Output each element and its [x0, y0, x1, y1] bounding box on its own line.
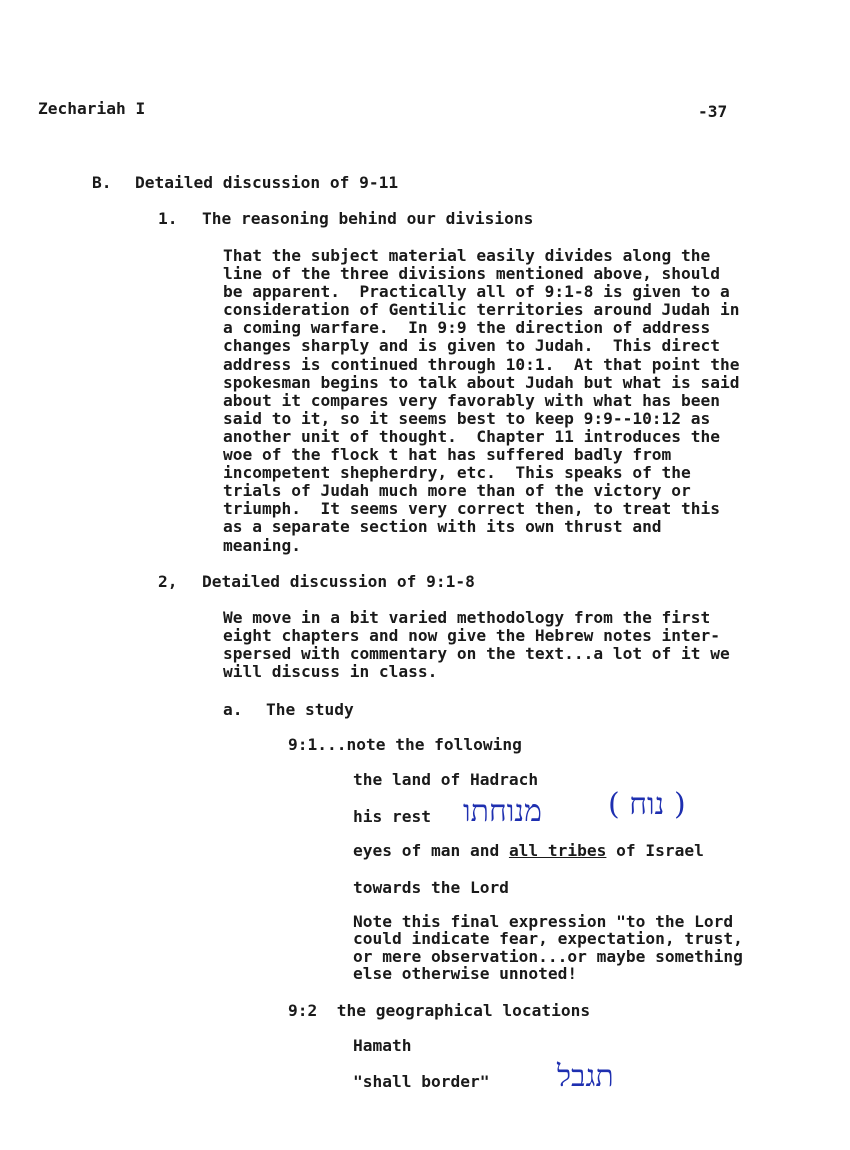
eyes-text-post: of Israel: [606, 841, 704, 860]
item-2-title: Detailed discussion of 9:1-8: [202, 572, 475, 591]
item-1-marker: 1.: [158, 209, 178, 228]
hebrew-handwritten-border: תגבל: [557, 1059, 614, 1094]
verse-9-1-line-hadrach: the land of Hadrach: [353, 770, 539, 789]
verse-9-2-line-hamath: Hamath: [353, 1036, 412, 1055]
item-2-paragraph: We move in a bit varied methodology from the first eight chapters and now give the Hebrew notes inter- spersed with commentary on the text...a lot of it we will discuss in class.: [223, 608, 730, 682]
verse-9-1-line-lord: towards the Lord: [353, 878, 509, 897]
section-b-marker: B.: [92, 173, 112, 192]
hebrew-handwritten-note: מנוחתו: [463, 794, 542, 829]
sub-a-marker: a.: [223, 700, 243, 719]
verse-9-1-line-rest: his rest: [353, 807, 431, 826]
eyes-text-underlined: all tribes: [508, 841, 607, 860]
sub-a-title: The study: [266, 700, 354, 719]
verse-9-1-note: Note this final expression "to the Lord could indicate fear, expectation, trust, or mere observation...or maybe something else otherwise unnoted!: [353, 912, 743, 984]
verse-9-1-heading: 9:1...note the following: [288, 735, 522, 754]
hebrew-handwritten-root: ( נוח ): [608, 787, 686, 822]
verse-9-2-heading: 9:2 the geographical locations: [288, 1001, 591, 1020]
page-number: -37: [698, 102, 728, 121]
section-b-title: Detailed discussion of 9-11: [135, 173, 399, 192]
verse-9-1-line-eyes: [353, 842, 704, 860]
item-1-paragraph: That the subject material easily divides along the line of the three divisions mentioned above, should be apparent. Practically all of 9:1-8 is given to a consideration of Gentilic territories around Judah in a coming warfare. In 9:9 the direction of address changes sharply and is given to Judah. This direct address is continued through 10:1. At that point the spokesman begins to talk about Judah but what is said about it compares very favorably with what has been said to it, so it seems best to keep 9:9--10:12 as another unit of thought. Chapter 11 introduces the woe of the flock t hat has suffered badly from incompetent shepherdry, etc. This speaks of the trials of Judah much more than of the victory or triumph. It seems very correct then, to treat this as a separate section with its own thrust and meaning.: [223, 246, 740, 555]
item-1-title: The reasoning behind our divisions: [202, 209, 534, 228]
eyes-text-pre: eyes of man and: [353, 841, 509, 860]
verse-9-2-line-border: "shall border": [353, 1072, 490, 1091]
item-2-marker: 2,: [158, 572, 178, 591]
running-header-title: Zechariah I: [38, 99, 146, 118]
